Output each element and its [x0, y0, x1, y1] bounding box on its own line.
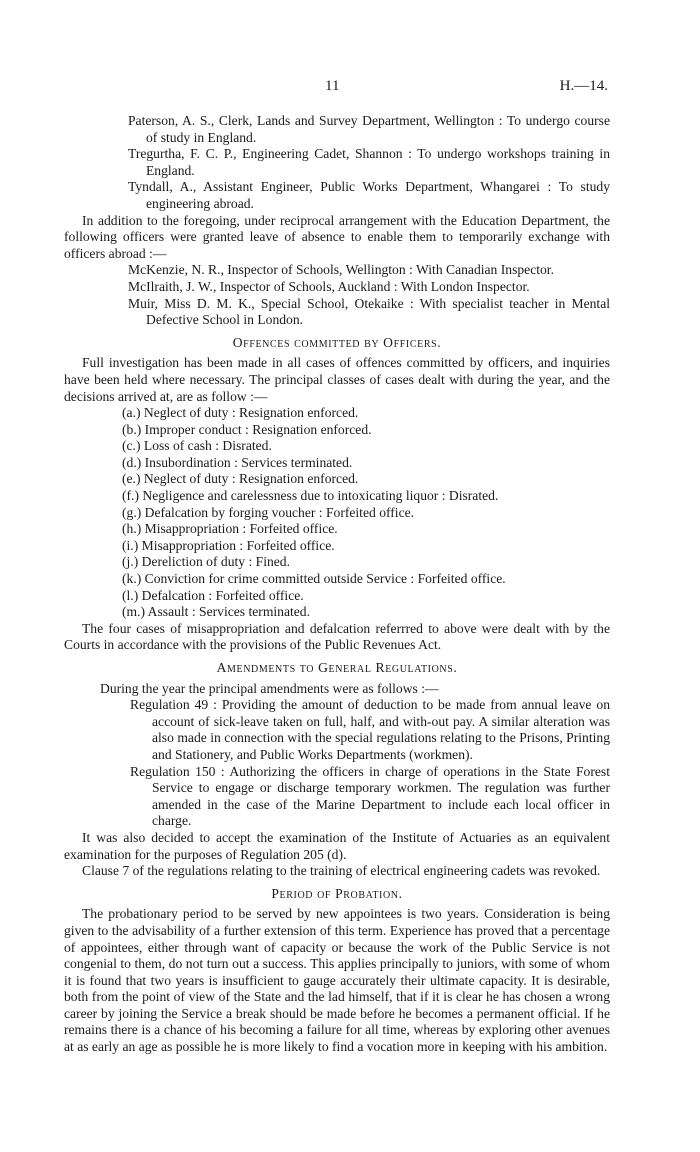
- offences-heading: Offences committed by Officers.: [232, 334, 442, 350]
- offence-item: (e.) Neglect of duty : Resignation enforced.: [122, 471, 359, 487]
- study-entry: Tregurtha, F. C. P., Engineering Cadet, Shannon : To undergo workshops training in England.: [128, 146, 610, 178]
- offence-item: (l.) Defalcation : Forfeited office.: [122, 587, 304, 603]
- offence-item: (j.) Dereliction of duty : Fined.: [122, 554, 290, 570]
- actuaries-paragraph: It was also decided to accept the examination of the Institute of Actuaries as an equivalent examination for the purposes of Regulation 205 (d).: [64, 829, 610, 862]
- page-body: [64, 113, 610, 1056]
- offence-item: (f.) Negligence and carelessness due to intoxicating liquor : Disrated.: [122, 488, 499, 504]
- exchange-entry: McKenzie, N. R., Inspector of Schools, Wellington : With Canadian Inspector.: [128, 262, 554, 278]
- offence-item: (g.) Defalcation by forging voucher : Forfeited office.: [122, 504, 415, 520]
- offence-item: (a.) Neglect of duty : Resignation enforced.: [122, 405, 359, 421]
- study-entry: Tyndall, A., Assistant Engineer, Public Works Department, Whangarei : To study engineering abroad.: [128, 179, 610, 211]
- regulation-150: Regulation 150 : Authorizing the officers in charge of operations in the State Forest Service to engage or discharge temporary workmen. The regulation was further amended in the case of the Marine Department to include each local officer in charge.: [130, 763, 610, 829]
- offence-item: (b.) Improper conduct : Resignation enforced.: [122, 421, 372, 437]
- clause-7-paragraph: Clause 7 of the regulations relating to the training of electrical engineering cadets was revoked.: [82, 863, 601, 879]
- offences-closing: The four cases of misappropriation and defalcation referrred to above were dealt with by the Courts in accordance with the provisions of the Public Revenues Act.: [64, 620, 610, 653]
- offence-item: (i.) Misappropriation : Forfeited office.: [122, 537, 335, 553]
- offence-item: (d.) Insubordination : Services terminated.: [122, 454, 353, 470]
- amendments-intro: During the year the principal amendments were as follows :—: [100, 680, 439, 696]
- exchange-intro: In addition to the foregoing, under reciprocal arrangement with the Education Department, the following officers were granted leave of absence to enable them to temporarily exchange with officers abroad :—: [64, 212, 610, 261]
- amendments-heading: Amendments to General Regulations.: [216, 660, 458, 675]
- document-code: H.—14.: [559, 78, 608, 94]
- exchange-entry: Muir, Miss D. M. K., Special School, Otekaike : With specialist teacher in Mental Defective School in London.: [128, 295, 610, 328]
- study-entry: Paterson, A. S., Clerk, Lands and Survey Department, Wellington : To undergo course of study in England.: [128, 113, 610, 145]
- exchange-entry: McIlraith, J. W., Inspector of Schools, Auckland : With London Inspector.: [128, 278, 530, 294]
- probation-paragraph: The probationary period to be served by new appointees is two years. Consideration is being given to the advisability of a further extension of this term. Experience has proved that a percentage of appointees, either through want of capacity or because the work of the Public Service is not congenial to them, do not turn out a success. This applies principally to juniors, with some of whom it is found that two years is insufficient to gauge accurately their ultimate capacity. It is desirable, both from the point of view of the State and the lad himself, that if it is clear he has chosen a wrong career by joining the Service a break should be made before he becomes a permanent official. If he remains there is a chance of his becoming a failure for all time, whereas by exploring other avenues at as early an age as possible he is more likely to find a vocation more in keeping with his ambition.: [64, 906, 610, 1055]
- offence-item: (k.) Conviction for crime committed outside Service : Forfeited office.: [122, 571, 506, 587]
- page-header: [0, 78, 700, 98]
- page-number: 11: [325, 78, 340, 94]
- offence-item: (c.) Loss of cash : Disrated.: [122, 438, 272, 454]
- offences-intro: Full investigation has been made in all cases of offences committed by officers, and inquiries have been held where necessary. The principal classes of cases dealt with during the year, and the decisions arrived at, are as follow :—: [64, 355, 610, 404]
- probation-heading: Period of Probation.: [271, 885, 403, 901]
- offence-item: (h.) Misappropriation : Forfeited office.: [122, 521, 338, 537]
- offence-item: (m.) Assault : Services terminated.: [122, 604, 311, 620]
- regulation-49: Regulation 49 : Providing the amount of deduction to be made from annual leave on account of sick-leave taken on full, half, and with-out pay. A similar alteration was also made in connection with the special regulations relating to the Prisons, Printing and Stationery, and Public Works Departments (workmen).: [130, 697, 610, 762]
